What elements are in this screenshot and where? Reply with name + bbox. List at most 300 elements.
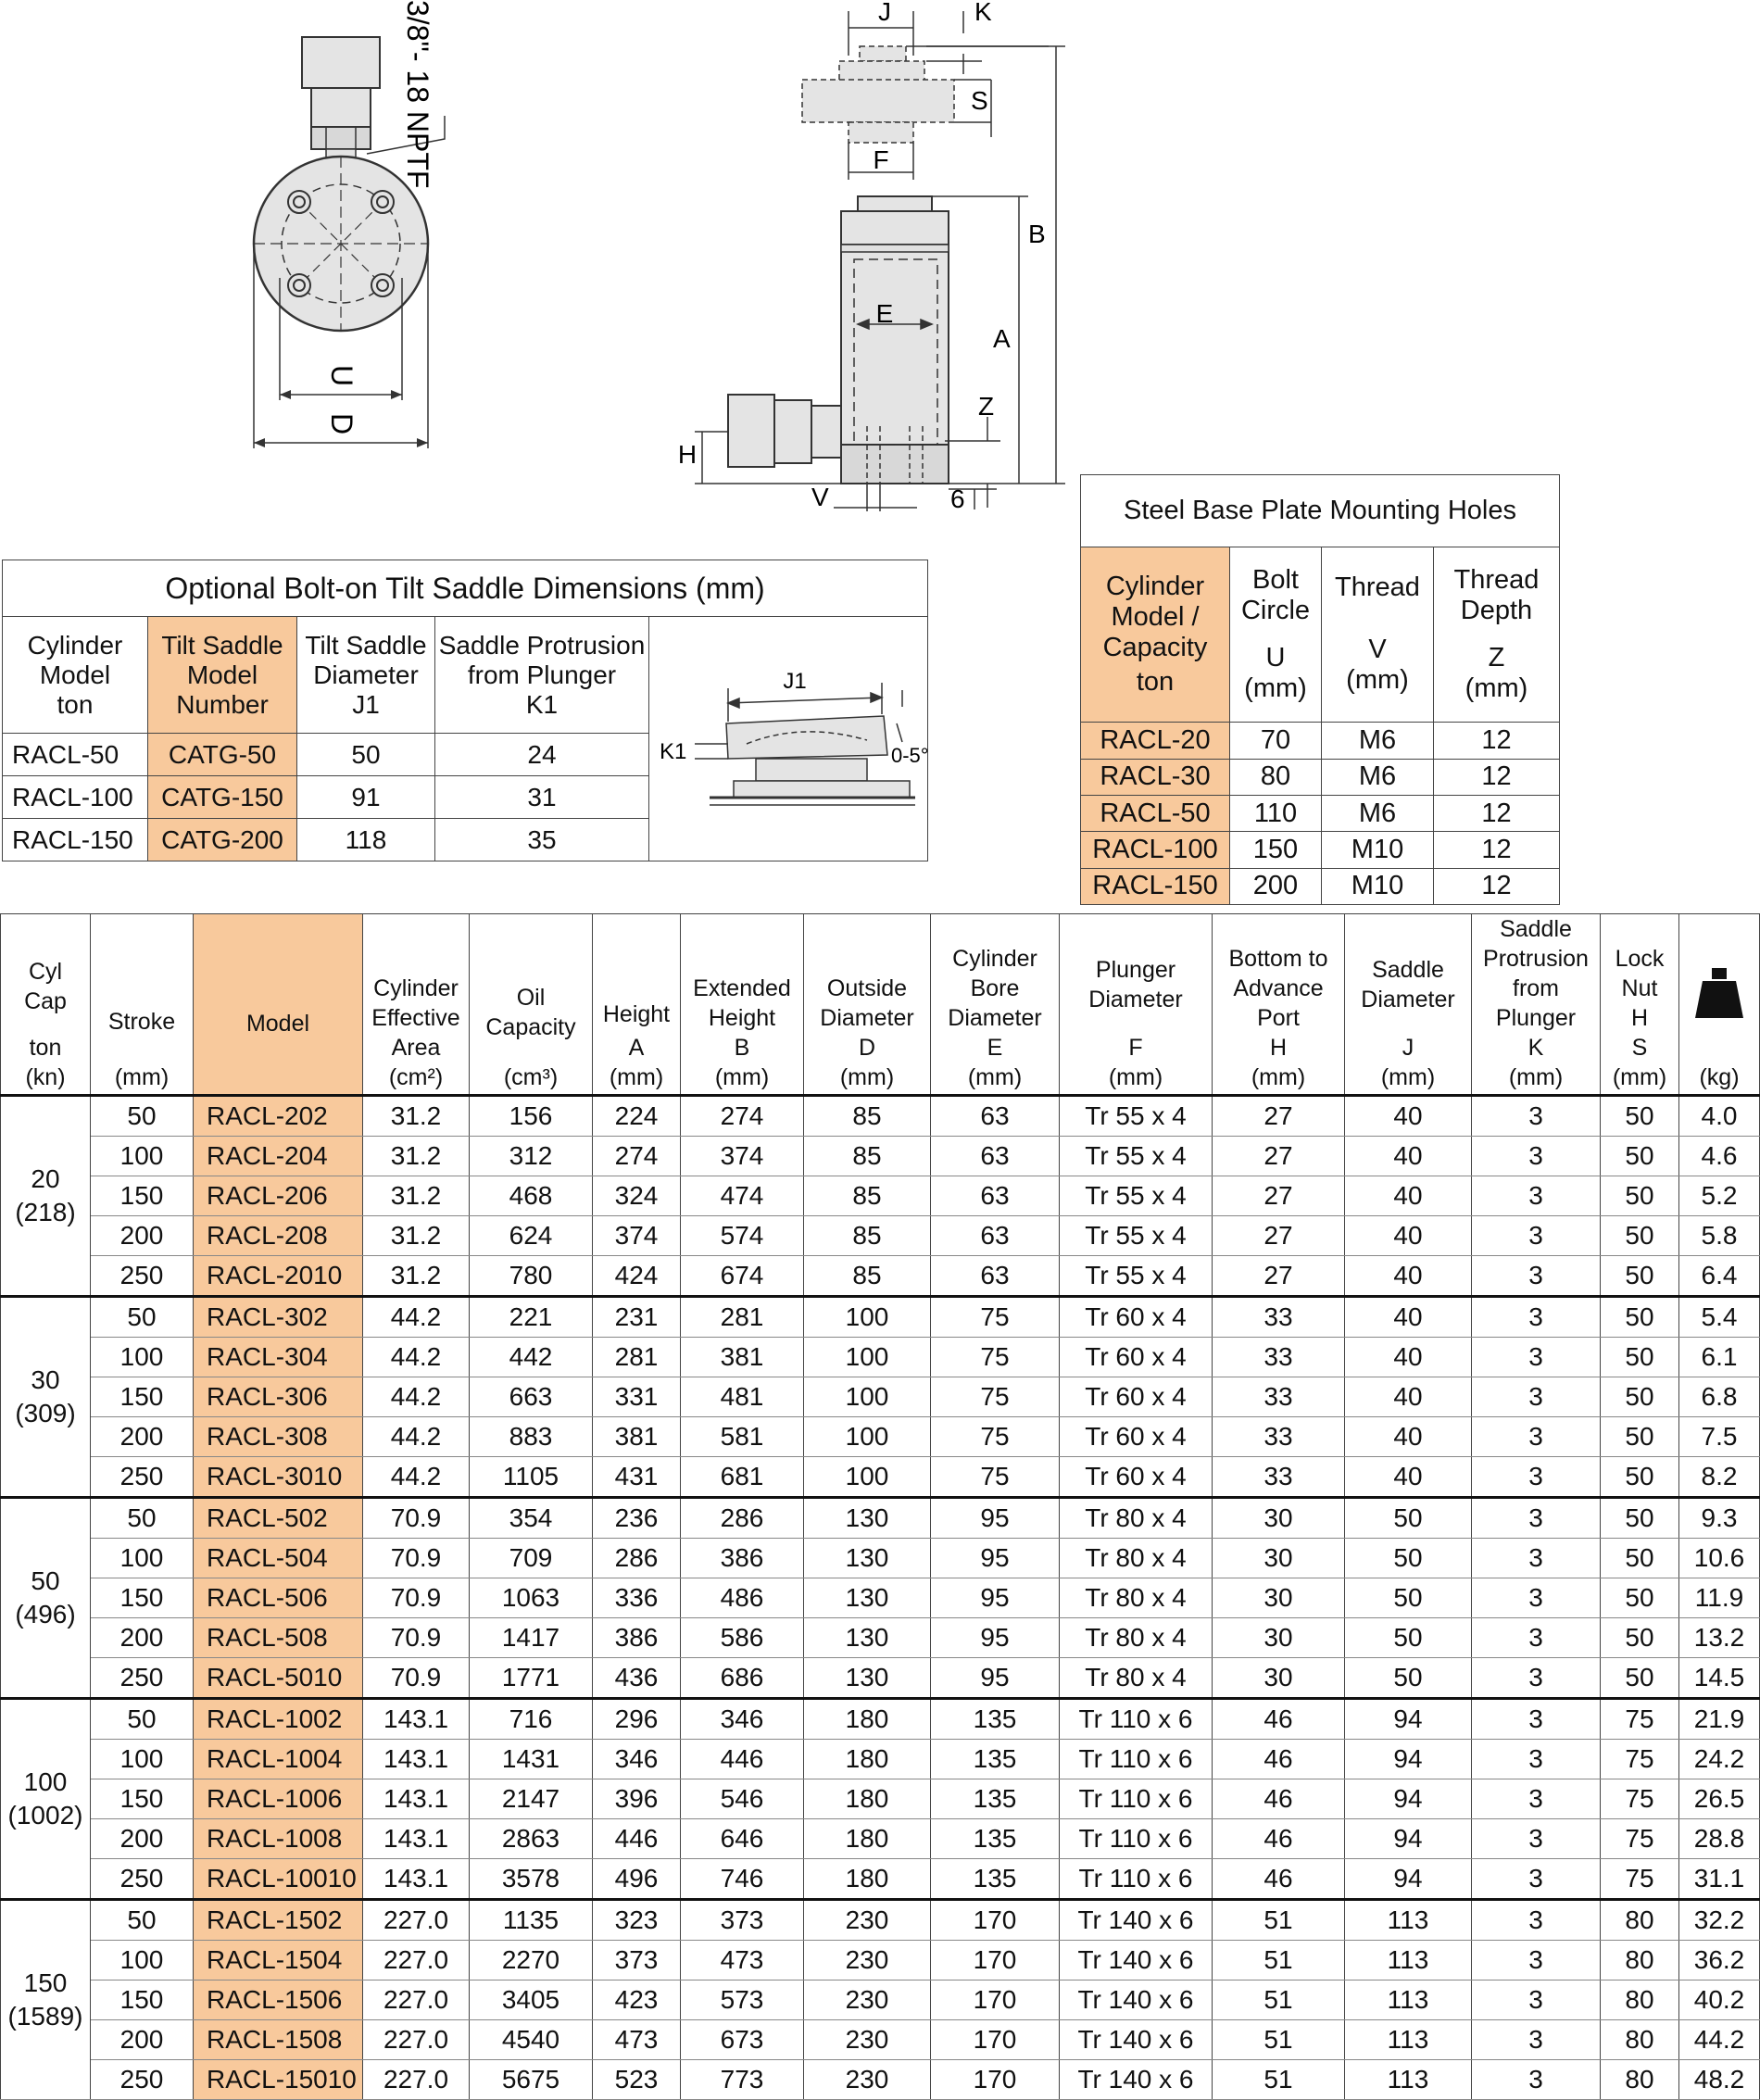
cell-model: RACL-506 [194,1578,363,1618]
spec-row [1,1941,1760,1981]
cell-prot: 3 [1472,1256,1601,1297]
capacity-group-cell [1,1900,91,2100]
cell-saddle: 40 [1345,1457,1472,1498]
spec-row [1,1819,1760,1859]
spec-row [1,1900,1760,1941]
cell-area: 70.9 [363,1498,470,1539]
cell-area: 227.0 [363,2060,470,2100]
mount-cell-model: RACL-50 [1081,795,1230,831]
cell-saddle: 113 [1345,2060,1472,2100]
mount-cell-model: RACL-100 [1081,832,1230,868]
cell-stroke: 50 [91,1498,194,1539]
tilt-cell-cylinder: RACL-100 [3,776,148,819]
cell-plunger: Tr 140 x 6 [1060,1981,1213,2020]
cell-area: 70.9 [363,1539,470,1578]
cell-lock: 50 [1601,1618,1679,1658]
tilt-cell-cylinder: RACL-150 [3,819,148,861]
capacity-ton: 30 [31,1365,60,1394]
cell-lock: 80 [1601,1941,1679,1981]
cell-saddle: 40 [1345,1256,1472,1297]
cell-od: 85 [804,1216,931,1256]
mount-cell-bolt-circle: 80 [1230,759,1322,795]
dim-label-d: D [325,413,358,435]
cell-prot: 3 [1472,2060,1601,2100]
cell-area: 227.0 [363,1981,470,2020]
cell-port: 27 [1213,1096,1345,1137]
cell-saddle: 50 [1345,1658,1472,1699]
cell-lock: 50 [1601,1377,1679,1417]
spec-row [1,1297,1760,1338]
cell-bore: 75 [931,1297,1060,1338]
cell-weight: 14.5 [1679,1658,1760,1699]
cell-height: 346 [593,1740,681,1779]
mount-cell-model: RACL-20 [1081,723,1230,759]
cell-bore: 63 [931,1256,1060,1297]
cell-bore: 75 [931,1457,1060,1498]
cell-plunger: Tr 140 x 6 [1060,2020,1213,2060]
cell-port: 30 [1213,1578,1345,1618]
cell-height: 423 [593,1981,681,2020]
header-effective-area: Cylinder Effective Area (cm²) [363,914,470,1096]
cell-height: 374 [593,1216,681,1256]
tilt-header-saddle-model: Tilt Saddle Model Number [148,617,297,734]
cell-model: RACL-1504 [194,1941,363,1981]
dim-label-e: E [875,299,894,328]
tilt-saddle-table [2,560,928,861]
capacity-group-cell [1,1498,91,1699]
cell-ext: 373 [681,1900,804,1941]
tilt-diagram-angle: 0-5° [891,744,929,767]
cell-lock: 50 [1601,1297,1679,1338]
cell-port: 33 [1213,1377,1345,1417]
cell-saddle: 40 [1345,1137,1472,1176]
cell-plunger: Tr 55 x 4 [1060,1176,1213,1216]
cell-ext: 681 [681,1457,804,1498]
cell-ext: 674 [681,1256,804,1297]
cell-oil: 1771 [470,1658,593,1699]
cell-area: 44.2 [363,1457,470,1498]
cell-weight: 40.2 [1679,1981,1760,2020]
tilt-cell-protrusion: 24 [435,734,649,776]
capacity-group-cell [1,1297,91,1498]
cell-saddle: 94 [1345,1859,1472,1900]
cell-od: 130 [804,1658,931,1699]
cell-saddle: 40 [1345,1377,1472,1417]
cell-height: 286 [593,1539,681,1578]
cell-model: RACL-508 [194,1618,363,1658]
tilt-cell-saddle-model: CATG-50 [148,734,297,776]
cell-od: 180 [804,1740,931,1779]
cell-bore: 135 [931,1699,1060,1740]
cell-model: RACL-208 [194,1216,363,1256]
header-plunger-diameter: Plunger Diameter F (mm) [1060,914,1213,1096]
cell-oil: 4540 [470,2020,593,2060]
cell-ext: 274 [681,1096,804,1137]
cell-weight: 10.6 [1679,1539,1760,1578]
dim-label-h: H [677,440,698,469]
cell-bore: 75 [931,1417,1060,1457]
mount-cell-bolt-circle: 200 [1230,868,1322,904]
cell-area: 44.2 [363,1297,470,1338]
spec-row [1,1539,1760,1578]
tilt-cell-protrusion: 31 [435,776,649,819]
cell-stroke: 250 [91,1658,194,1699]
cell-prot: 3 [1472,1457,1601,1498]
spec-row [1,1417,1760,1457]
cell-height: 324 [593,1176,681,1216]
cell-lock: 80 [1601,1981,1679,2020]
spec-row [1,1859,1760,1900]
tilt-cell-diameter: 118 [297,819,435,861]
header-stroke: Stroke (mm) [91,914,194,1096]
cell-height: 373 [593,1941,681,1981]
cell-od: 230 [804,1941,931,1981]
header-outside-diameter: Outside Diameter D (mm) [804,914,931,1096]
capacity-kn: (309) [15,1399,76,1427]
cell-od: 100 [804,1297,931,1338]
cell-area: 143.1 [363,1859,470,1900]
spec-row [1,1176,1760,1216]
cell-port: 51 [1213,1900,1345,1941]
cell-model: RACL-1004 [194,1740,363,1779]
mount-cell-depth: 12 [1434,795,1560,831]
cell-stroke: 100 [91,1941,194,1981]
cell-ext: 473 [681,1941,804,1981]
dim-label-z: Z [978,392,995,421]
cell-oil: 1063 [470,1578,593,1618]
cell-model: RACL-2010 [194,1256,363,1297]
cell-bore: 135 [931,1779,1060,1819]
cell-prot: 3 [1472,1941,1601,1981]
cell-ext: 386 [681,1539,804,1578]
cell-saddle: 40 [1345,1417,1472,1457]
cell-oil: 883 [470,1417,593,1457]
cell-bore: 135 [931,1740,1060,1779]
spec-row [1,1216,1760,1256]
cell-area: 31.2 [363,1256,470,1297]
header-advance-port: Bottom to Advance Port H (mm) [1213,914,1345,1096]
cell-model: RACL-504 [194,1539,363,1578]
mount-header-bolt-circle: Bolt Circle U (mm) [1230,547,1322,723]
cell-plunger: Tr 80 x 4 [1060,1658,1213,1699]
cell-plunger: Tr 55 x 4 [1060,1096,1213,1137]
cell-plunger: Tr 110 x 6 [1060,1779,1213,1819]
mounting-holes-table [1080,474,1560,905]
cell-saddle: 113 [1345,1981,1472,2020]
mount-row [1081,759,1560,795]
cell-oil: 468 [470,1176,593,1216]
cell-weight: 6.4 [1679,1256,1760,1297]
cell-height: 336 [593,1578,681,1618]
cell-plunger: Tr 60 x 4 [1060,1338,1213,1377]
cell-lock: 50 [1601,1216,1679,1256]
cell-prot: 3 [1472,1981,1601,2020]
cell-saddle: 113 [1345,1941,1472,1981]
cell-port: 51 [1213,1981,1345,2020]
cell-saddle: 50 [1345,1618,1472,1658]
mount-row [1081,723,1560,759]
cell-weight: 32.2 [1679,1900,1760,1941]
cell-prot: 3 [1472,1859,1601,1900]
spec-row [1,1658,1760,1699]
cell-weight: 13.2 [1679,1618,1760,1658]
spec-row [1,1377,1760,1417]
mount-cell-depth: 12 [1434,759,1560,795]
cell-stroke: 100 [91,1740,194,1779]
cell-ext: 374 [681,1137,804,1176]
cell-weight: 48.2 [1679,2060,1760,2100]
cell-lock: 50 [1601,1176,1679,1216]
port-thread-label: 3/8"- 18 NPTF [401,0,434,189]
header-lock-nut: Lock Nut H S (mm) [1601,914,1679,1096]
cell-height: 436 [593,1658,681,1699]
cell-height: 386 [593,1618,681,1658]
cell-prot: 3 [1472,1578,1601,1618]
cell-model: RACL-502 [194,1498,363,1539]
cell-saddle: 94 [1345,1740,1472,1779]
tilt-cell-protrusion: 35 [435,819,649,861]
cell-weight: 6.8 [1679,1377,1760,1417]
cell-area: 70.9 [363,1658,470,1699]
dim-label-6: 6 [950,484,965,513]
mount-cell-thread: M6 [1322,795,1434,831]
tilt-diagram-k1: K1 [660,739,687,764]
mount-cell-depth: 12 [1434,868,1560,904]
header-saddle-protrusion: Saddle Protrusion from Plunger K (mm) [1472,914,1601,1096]
cell-weight: 31.1 [1679,1859,1760,1900]
cell-lock: 50 [1601,1338,1679,1377]
cell-saddle: 40 [1345,1297,1472,1338]
capacity-kn: (1002) [7,1801,83,1830]
cell-area: 143.1 [363,1819,470,1859]
cell-ext: 673 [681,2020,804,2060]
cell-prot: 3 [1472,1498,1601,1539]
cell-plunger: Tr 110 x 6 [1060,1740,1213,1779]
mount-cell-depth: 12 [1434,723,1560,759]
cell-weight: 5.4 [1679,1297,1760,1338]
cell-plunger: Tr 60 x 4 [1060,1297,1213,1338]
header-height: Height A (mm) [593,914,681,1096]
mount-row [1081,868,1560,904]
cell-ext: 281 [681,1297,804,1338]
tilt-header-diameter: Tilt Saddle Diameter J1 [297,617,435,734]
cell-prot: 3 [1472,1216,1601,1256]
cell-port: 51 [1213,2060,1345,2100]
cell-saddle: 50 [1345,1498,1472,1539]
dim-label-k: K [974,0,992,26]
cell-port: 27 [1213,1137,1345,1176]
tilt-saddle-title: Optional Bolt-on Tilt Saddle Dimensions (mm) [3,560,928,617]
cell-oil: 221 [470,1297,593,1338]
cell-od: 130 [804,1539,931,1578]
cell-port: 27 [1213,1256,1345,1297]
cell-stroke: 50 [91,1297,194,1338]
cell-port: 30 [1213,1618,1345,1658]
cell-saddle: 94 [1345,1779,1472,1819]
cell-oil: 2270 [470,1941,593,1981]
cell-plunger: Tr 110 x 6 [1060,1859,1213,1900]
cell-height: 496 [593,1859,681,1900]
cell-od: 130 [804,1578,931,1618]
tilt-diagram-j1: J1 [783,669,807,694]
cell-od: 180 [804,1699,931,1740]
cell-ext: 446 [681,1740,804,1779]
cell-height: 446 [593,1819,681,1859]
cell-model: RACL-1006 [194,1779,363,1819]
mount-cell-bolt-circle: 70 [1230,723,1322,759]
top-view-drawing [241,0,519,463]
cell-lock: 50 [1601,1256,1679,1297]
cell-stroke: 50 [91,1699,194,1740]
spec-row [1,1498,1760,1539]
cell-weight: 24.2 [1679,1740,1760,1779]
cell-area: 44.2 [363,1338,470,1377]
tilt-saddle-diagram [649,617,928,861]
cell-model: RACL-204 [194,1137,363,1176]
cell-prot: 3 [1472,1618,1601,1658]
cell-lock: 50 [1601,1539,1679,1578]
cell-saddle: 113 [1345,1900,1472,1941]
cell-saddle: 40 [1345,1338,1472,1377]
cell-oil: 1417 [470,1618,593,1658]
cell-weight: 7.5 [1679,1417,1760,1457]
cell-stroke: 150 [91,1779,194,1819]
cell-height: 381 [593,1417,681,1457]
cell-lock: 50 [1601,1417,1679,1457]
cell-bore: 170 [931,1981,1060,2020]
cell-model: RACL-15010 [194,2060,363,2100]
cell-model: RACL-3010 [194,1457,363,1498]
cell-area: 227.0 [363,2020,470,2060]
cell-od: 100 [804,1377,931,1417]
cell-height: 274 [593,1137,681,1176]
dim-label-f: F [873,145,889,174]
cell-ext: 773 [681,2060,804,2100]
cell-area: 70.9 [363,1618,470,1658]
cell-port: 51 [1213,2020,1345,2060]
cell-weight: 28.8 [1679,1819,1760,1859]
cell-lock: 75 [1601,1740,1679,1779]
cell-model: RACL-5010 [194,1658,363,1699]
cell-plunger: Tr 60 x 4 [1060,1457,1213,1498]
cell-plunger: Tr 60 x 4 [1060,1377,1213,1417]
cell-area: 31.2 [363,1137,470,1176]
cell-oil: 1431 [470,1740,593,1779]
cell-ext: 646 [681,1819,804,1859]
cell-model: RACL-1508 [194,2020,363,2060]
dim-label-j: J [878,0,891,26]
cell-plunger: Tr 110 x 6 [1060,1819,1213,1859]
cell-model: RACL-304 [194,1338,363,1377]
header-oil-capacity: Oil Capacity (cm³) [470,914,593,1096]
cell-bore: 135 [931,1859,1060,1900]
cell-bore: 170 [931,1900,1060,1941]
spec-row [1,1256,1760,1297]
cell-prot: 3 [1472,1658,1601,1699]
cell-stroke: 250 [91,2060,194,2100]
cell-stroke: 200 [91,1618,194,1658]
tilt-cell-diameter: 50 [297,734,435,776]
cell-od: 130 [804,1618,931,1658]
cell-ext: 481 [681,1377,804,1417]
cell-bore: 63 [931,1216,1060,1256]
cell-height: 473 [593,2020,681,2060]
cell-height: 281 [593,1338,681,1377]
cell-weight: 11.9 [1679,1578,1760,1618]
cell-port: 27 [1213,1216,1345,1256]
cell-od: 230 [804,1900,931,1941]
cell-port: 46 [1213,1819,1345,1859]
cell-port: 33 [1213,1297,1345,1338]
header-saddle-diameter: Saddle Diameter J (mm) [1345,914,1472,1096]
cell-stroke: 100 [91,1338,194,1377]
cell-model: RACL-306 [194,1377,363,1417]
cell-ext: 586 [681,1618,804,1658]
cell-plunger: Tr 55 x 4 [1060,1137,1213,1176]
spec-row [1,1338,1760,1377]
cell-od: 100 [804,1417,931,1457]
side-view-drawing [676,0,1084,519]
capacity-group-cell [1,1699,91,1900]
cell-height: 396 [593,1779,681,1819]
cell-stroke: 150 [91,1578,194,1618]
capacity-kn: (1589) [7,2002,83,2031]
cell-saddle: 94 [1345,1699,1472,1740]
cell-saddle: 40 [1345,1096,1472,1137]
cylinder-spec-table [0,913,1760,2100]
cell-area: 70.9 [363,1578,470,1618]
mount-cell-model: RACL-150 [1081,868,1230,904]
cell-ext: 346 [681,1699,804,1740]
capacity-ton: 20 [31,1164,60,1193]
cell-od: 100 [804,1457,931,1498]
cell-prot: 3 [1472,1819,1601,1859]
capacity-ton: 50 [31,1566,60,1595]
cell-stroke: 100 [91,1137,194,1176]
tilt-cell-saddle-model: CATG-200 [148,819,297,861]
cell-od: 230 [804,2020,931,2060]
cell-plunger: Tr 80 x 4 [1060,1618,1213,1658]
cell-lock: 50 [1601,1457,1679,1498]
capacity-ton: 100 [23,1767,68,1796]
cell-lock: 50 [1601,1096,1679,1137]
cell-weight: 5.2 [1679,1176,1760,1216]
cell-stroke: 200 [91,2020,194,2060]
cell-prot: 3 [1472,1377,1601,1417]
mount-cell-thread: M10 [1322,868,1434,904]
cell-height: 523 [593,2060,681,2100]
cell-oil: 1105 [470,1457,593,1498]
cell-od: 85 [804,1256,931,1297]
cell-saddle: 113 [1345,2020,1472,2060]
cell-lock: 80 [1601,2020,1679,2060]
cell-height: 224 [593,1096,681,1137]
cell-oil: 716 [470,1699,593,1740]
cell-plunger: Tr 80 x 4 [1060,1578,1213,1618]
cell-stroke: 50 [91,1096,194,1137]
mount-cell-thread: M6 [1322,723,1434,759]
tilt-cell-cylinder: RACL-50 [3,734,148,776]
cell-stroke: 150 [91,1981,194,2020]
cell-area: 227.0 [363,1941,470,1981]
cell-port: 46 [1213,1859,1345,1900]
cell-lock: 80 [1601,1900,1679,1941]
spec-row [1,1981,1760,2020]
spec-row [1,1740,1760,1779]
cell-model: RACL-1502 [194,1900,363,1941]
cell-bore: 75 [931,1377,1060,1417]
mount-header-thread-depth: Thread Depth Z (mm) [1434,547,1560,723]
